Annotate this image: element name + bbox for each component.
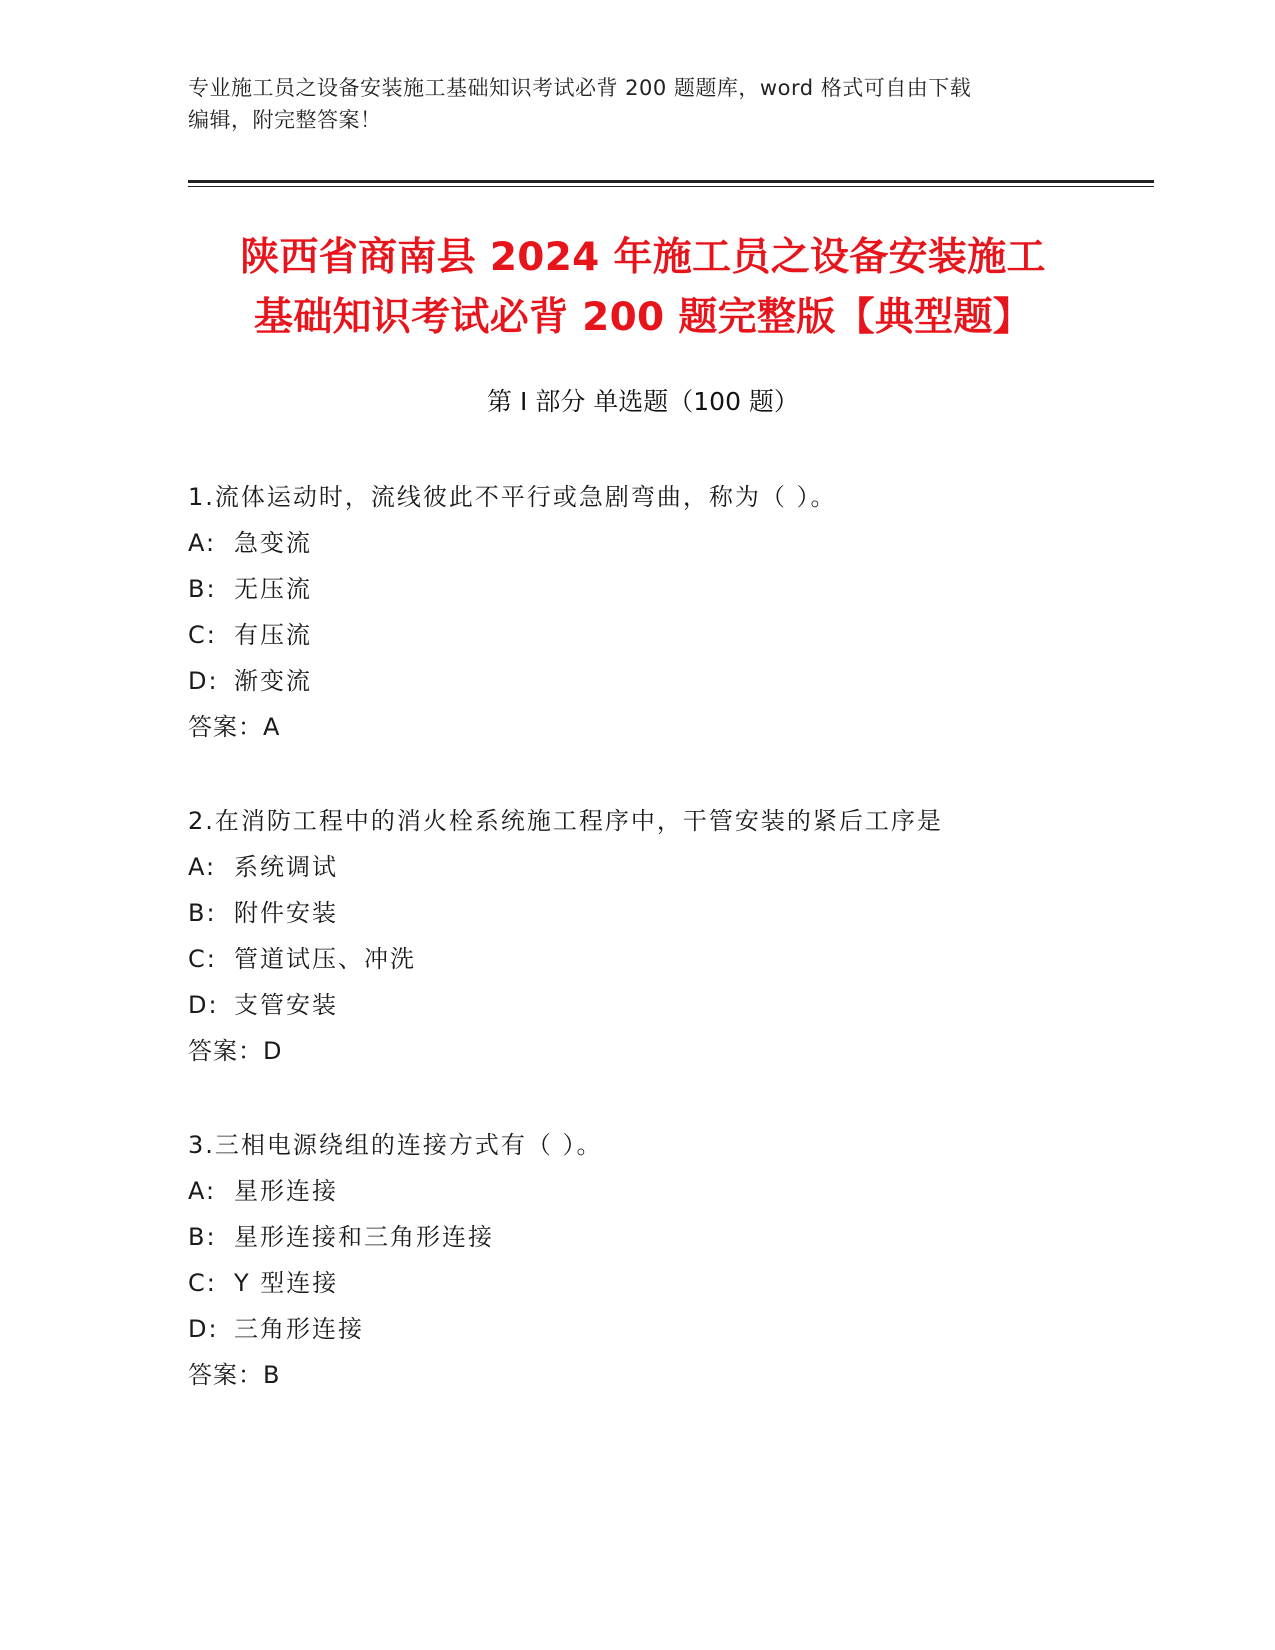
header-divider-thin — [188, 186, 1154, 187]
option-letter: C: — [188, 621, 217, 649]
option-letter: D: — [188, 1315, 219, 1343]
option-letter: B: — [188, 1223, 217, 1251]
header-note — [188, 72, 1068, 136]
option-letter: C: — [188, 1269, 217, 1297]
option-text: 渐变流 — [234, 667, 312, 695]
document-title-line-2: 基础知识考试必背 200 题完整版【典型题】 — [253, 295, 1033, 340]
question-item — [188, 798, 1128, 1074]
option-d — [188, 658, 1128, 704]
option-a — [188, 844, 1128, 890]
option-text: 急变流 — [234, 529, 312, 557]
answer-line: 答案：A — [188, 713, 281, 741]
option-letter: A: — [188, 853, 217, 881]
option-text: 支管安装 — [234, 991, 338, 1019]
header-note-line-2: 编辑，附完整答案！ — [188, 108, 382, 132]
option-text: 无压流 — [234, 575, 312, 603]
option-letter: B: — [188, 575, 217, 603]
question-list — [188, 474, 1128, 1446]
option-text: 附件安装 — [234, 899, 338, 927]
question-item — [188, 474, 1128, 750]
answer-line: 答案：B — [188, 1361, 281, 1389]
option-text: 管道试压、冲洗 — [234, 945, 416, 973]
option-letter: D: — [188, 991, 219, 1019]
question-item — [188, 1122, 1128, 1398]
option-letter: A: — [188, 529, 217, 557]
option-letter: C: — [188, 945, 217, 973]
header-note-line-1: 专业施工员之设备安装施工基础知识考试必背 200 题题库，word 格式可自由下载 — [188, 76, 972, 100]
document-title-line-1: 陕西省商南县 2024 年施工员之设备安装施工 — [240, 235, 1046, 280]
option-text: 星形连接和三角形连接 — [234, 1223, 494, 1251]
option-b — [188, 1214, 1128, 1260]
option-d — [188, 982, 1128, 1028]
option-letter: D: — [188, 667, 219, 695]
option-text: 三角形连接 — [234, 1315, 364, 1343]
option-letter: B: — [188, 899, 217, 927]
option-d — [188, 1306, 1128, 1352]
section-title: 第 I 部分 单选题（100 题） — [487, 387, 799, 416]
option-c — [188, 936, 1128, 982]
question-stem: 3.三相电源绕组的连接方式有（ ）。 — [188, 1131, 603, 1159]
option-b — [188, 890, 1128, 936]
option-c — [188, 612, 1128, 658]
option-a — [188, 1168, 1128, 1214]
option-letter: A: — [188, 1177, 217, 1205]
option-text: 星形连接 — [234, 1177, 338, 1205]
question-stem: 2.在消防工程中的消火栓系统施工程序中，干管安装的紧后工序是 — [188, 807, 943, 835]
question-stem: 1.流体运动时，流线彼此不平行或急剧弯曲，称为（ ）。 — [188, 483, 837, 511]
option-c — [188, 1260, 1128, 1306]
document-title — [188, 228, 1098, 348]
option-a — [188, 520, 1128, 566]
option-text: 系统调试 — [234, 853, 338, 881]
option-text: Y 型连接 — [234, 1269, 339, 1297]
option-text: 有压流 — [234, 621, 312, 649]
header-divider-thick — [188, 180, 1154, 183]
answer-line: 答案：D — [188, 1037, 283, 1065]
option-b — [188, 566, 1128, 612]
